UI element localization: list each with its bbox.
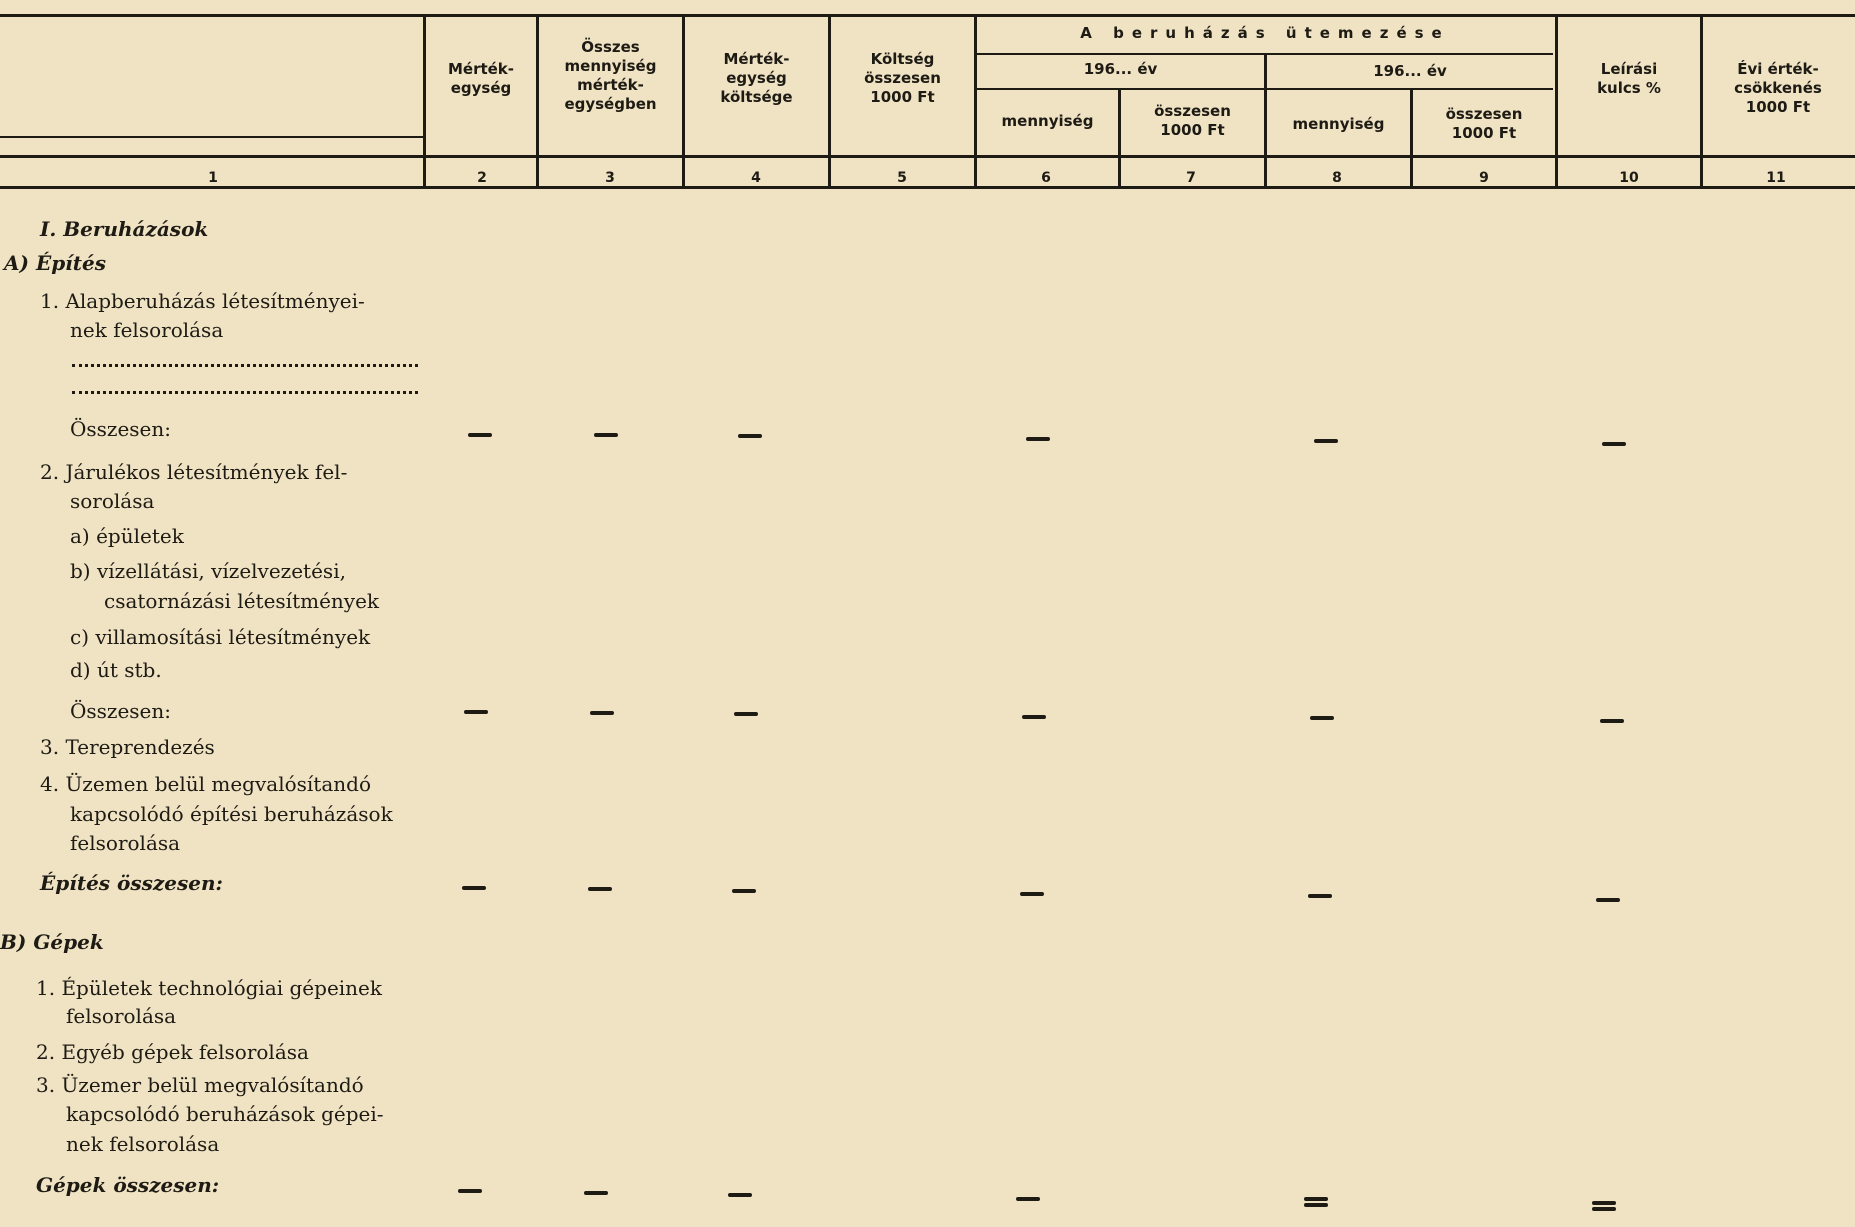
empty-dash [1310, 716, 1334, 720]
empty-dash [1026, 437, 1050, 441]
row-subitem: c) villamosítási létesítmények [70, 625, 371, 649]
col1-header-rule [0, 136, 423, 138]
header-total-quantity: Összes mennyiség mérték- egységben [564, 38, 657, 113]
row-group-title: A) Építés [4, 251, 106, 275]
row-item: kapcsolódó építési beruházások [70, 802, 393, 826]
empty-dash [734, 712, 758, 716]
column-number: 7 [1186, 170, 1196, 186]
header-total-cost: Költség összesen 1000 Ft [864, 50, 941, 106]
empty-dash [1592, 1201, 1616, 1205]
empty-dash [1308, 894, 1332, 898]
header-quantity-2: mennyiség [1292, 115, 1385, 133]
header-sum-2: összesen 1000 Ft [1445, 105, 1523, 142]
empty-dash [594, 433, 618, 437]
empty-dash [738, 434, 762, 438]
row-item: sorolása [70, 489, 155, 513]
row-item: 2. Járulékos létesítmények fel- [40, 460, 348, 484]
row-item: felsorolása [66, 1004, 177, 1028]
row-total: Gépek összesen: [36, 1173, 220, 1197]
row-item: kapcsolódó beruházások gépei- [66, 1102, 384, 1126]
empty-dash [728, 1193, 752, 1197]
header-quantity-1: mennyiség [1001, 112, 1094, 130]
row-item: 3. Tereprendezés [40, 735, 215, 759]
fill-line [72, 391, 418, 394]
fill-line [72, 364, 418, 367]
row-item: nek felsorolása [66, 1132, 220, 1156]
row-subitem: csatornázási létesítmények [104, 589, 380, 613]
column-number: 8 [1332, 170, 1342, 186]
column-number: 5 [897, 170, 907, 186]
row-item: 2. Egyéb gépek felsorolása [36, 1040, 309, 1064]
row-group-title: B) Gépek [0, 930, 104, 954]
empty-dash [590, 711, 614, 715]
row-item: felsorolása [70, 831, 181, 855]
row-total: Építés összesen: [40, 871, 223, 895]
top-rule [0, 14, 1855, 17]
header-unit: Mérték- egység [447, 60, 515, 97]
header-unit-cost: Mérték- egység költsége [720, 50, 793, 106]
row-subitem: b) vízellátási, vízelvezetési, [70, 559, 346, 583]
numbers-bottom-rule [0, 186, 1855, 189]
empty-dash [1596, 898, 1620, 902]
column-number: 9 [1479, 170, 1489, 186]
col-divider [423, 14, 426, 189]
row-section-title: I. Beruházások [40, 217, 209, 241]
empty-dash [458, 1189, 482, 1193]
row-subitem: a) épületek [70, 524, 184, 548]
header-year-1: 196... év [1083, 60, 1158, 78]
column-number: 6 [1041, 170, 1051, 186]
empty-dash [588, 887, 612, 891]
row-item: nek felsorolása [70, 318, 224, 342]
header-annual-depreciation: Évi érték- csökkenés 1000 Ft [1734, 60, 1822, 116]
column-number: 1 [208, 170, 218, 186]
empty-dash [464, 710, 488, 714]
empty-dash [1592, 1207, 1616, 1211]
empty-dash [468, 433, 492, 437]
empty-dash [1600, 719, 1624, 723]
row-subitem: d) út stb. [70, 658, 162, 682]
row-subtotal: Összesen: [70, 417, 172, 441]
column-number: 11 [1766, 170, 1786, 186]
row-item: 1. Alapberuházás létesítményei- [40, 289, 365, 313]
col-divider [1555, 14, 1558, 189]
row-item: 1. Épületek technológiai gépeinek [36, 976, 383, 1000]
column-number: 3 [605, 170, 615, 186]
row-item: 3. Üzemer belül megvalósítandó [36, 1073, 364, 1097]
header-schedule-title: A beruházás ütemezése [1080, 24, 1450, 42]
header-year-2: 196... év [1373, 62, 1447, 80]
empty-dash [584, 1191, 608, 1195]
header-sum-1: összesen 1000 Ft [1154, 102, 1231, 139]
empty-dash [1020, 892, 1044, 896]
column-number: 10 [1619, 170, 1639, 186]
header-bottom-rule [0, 155, 1855, 158]
empty-dash [1602, 442, 1626, 446]
column-number: 2 [477, 170, 487, 186]
empty-dash [1022, 715, 1046, 719]
empty-dash [1304, 1203, 1328, 1207]
empty-dash [1016, 1197, 1040, 1201]
header-depreciation-rate: Leírási kulcs % [1597, 60, 1661, 97]
empty-dash [1304, 1197, 1328, 1201]
row-subtotal: Összesen: [70, 699, 172, 723]
row-item: 4. Üzemen belül megvalósítandó [40, 772, 371, 796]
empty-dash [462, 886, 486, 890]
empty-dash [732, 889, 756, 893]
empty-dash [1314, 439, 1338, 443]
column-number: 4 [751, 170, 761, 186]
